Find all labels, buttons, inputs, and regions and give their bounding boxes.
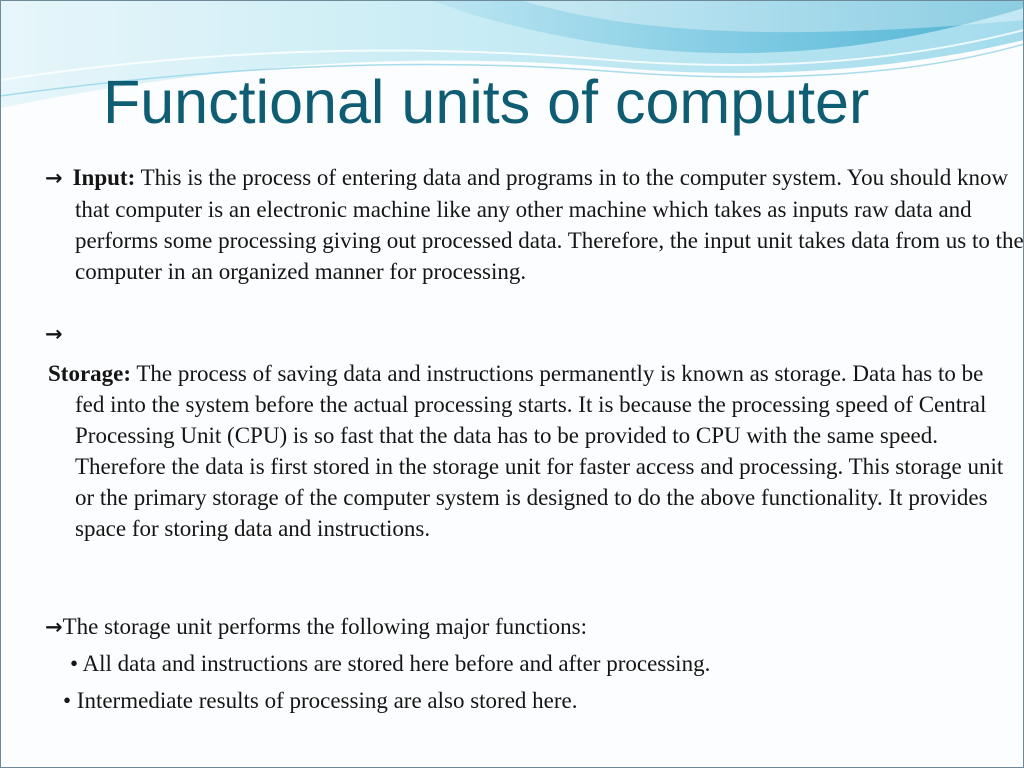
list-item: • All data and instructions are stored here before and after processing. bbox=[70, 651, 711, 676]
empty-arrow-line bbox=[45, 318, 135, 350]
right-arrow-icon: → bbox=[45, 615, 63, 639]
functions-intro-text: The storage unit performs the following major functions: bbox=[62, 614, 588, 639]
storage-paragraph bbox=[48, 358, 1005, 544]
functions-intro bbox=[45, 611, 995, 643]
input-paragraph bbox=[45, 162, 1024, 287]
slide-title: Functional units of computer bbox=[103, 68, 870, 136]
input-description: This is the process of entering data and programs in to the computer system. You should know that computer is an electronic machine like any other machine which takes as inputs raw data and performs some processing giving out processed data. Therefore, the input unit takes data from us to the computer in an organized manner for processing. bbox=[75, 165, 1024, 284]
storage-term: Storage: bbox=[48, 361, 132, 386]
storage-description: The process of saving data and instructions permanently is known as storage. Data has to be fed into the system before the actual processing starts. It is because the processing speed of Central Processing Unit (CPU) is so fast that the data has to be provided to CPU with the same speed. Therefore the data is first stored in the storage unit for faster access and processing. This storage unit or the primary storage of the computer system is designed to do the above functionality. It provides space for storing data and instructions. bbox=[75, 361, 1004, 541]
input-term: Input: bbox=[72, 165, 136, 190]
right-arrow-icon: → bbox=[45, 322, 63, 346]
list-item: • Intermediate results of processing are also stored here. bbox=[63, 688, 578, 713]
right-arrow-icon: → bbox=[45, 166, 63, 190]
